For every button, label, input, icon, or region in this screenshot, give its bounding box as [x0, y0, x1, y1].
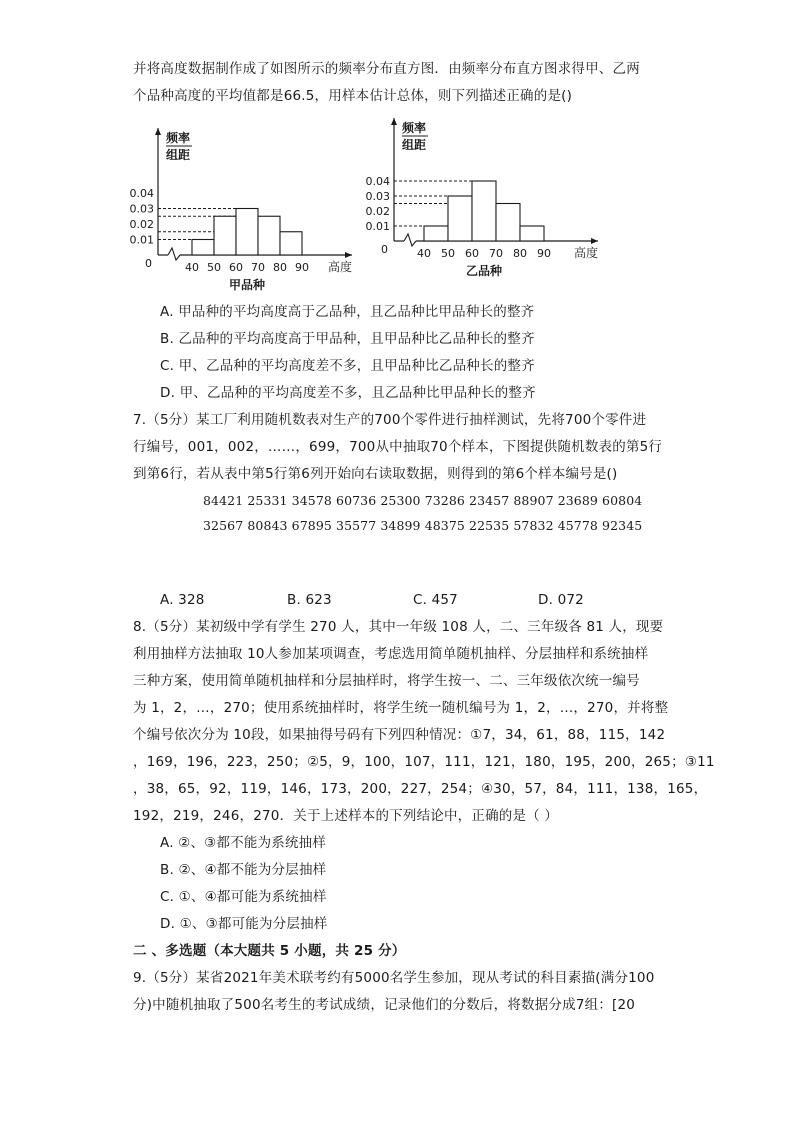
q7-stem-line-2: 行编号，001，002，……，699，700从中抽取70个样本，下图提供随机数表的第5行 [133, 439, 663, 455]
y-tick-label: 0.04 [365, 175, 390, 188]
y-axis-label-bottom: 组距 [402, 138, 427, 152]
q7-option-d: D. 072 [538, 592, 584, 608]
q6-stem-line-1: 并将高度数据制作成了如图所示的频率分布直方图．由频率分布直方图求得甲、乙两 [133, 61, 640, 77]
q8-stem-line-2: 利用抽样方法抽取 10人参加某项调查，考虑选用简单随机抽样、分层抽样和系统抽样 [133, 646, 649, 662]
q6-stem-line-2: 个品种高度的平均值都是66.5，用样本估计总体，则下列描述正确的是() [133, 88, 573, 104]
y-axis-label-top: 频率 [402, 121, 427, 135]
q7-option-c: C. 457 [413, 592, 458, 608]
x-tick-label: 40 [417, 247, 431, 260]
axis-break-icon [168, 248, 180, 260]
y-tick-label: 0.02 [365, 205, 390, 218]
q7-random-row-6: 32567 80843 67895 35577 34899 48375 22535 57832 45778 92345 [203, 518, 643, 533]
q8-stem-line-5: 个编号依次分为 10段，如果抽得号码有下列四种情况：①7，34，61，88，115，142 [133, 727, 666, 743]
x-tick-label: 50 [441, 247, 455, 260]
q8-option-a: A. ②、③都不能为系统抽样 [160, 835, 327, 851]
y-tick-label: 0.03 [365, 190, 390, 203]
x-tick-label: 90 [537, 247, 551, 260]
y-axis-label-bottom: 组距 [166, 148, 191, 162]
x-tick-label: 80 [273, 261, 287, 274]
histogram-bar [258, 216, 280, 255]
q6-option-b: B. 乙品种的平均高度高于甲品种，且甲品种比乙品种长的整齐 [160, 331, 535, 347]
histogram-bar [192, 240, 214, 256]
x-tick-label: 70 [251, 261, 265, 274]
x-axis-arrow-icon [591, 238, 598, 244]
q8-stem-line-7: ，38，65，92，119，146，173，200，227，254；④30，57，84，111，138，165， [133, 781, 708, 797]
section-heading-multiple-choice: 二 、多选题（本大题共 5 小题，共 25 分） [133, 943, 406, 959]
x-axis-arrow-icon [345, 252, 352, 258]
x-tick-label: 70 [489, 247, 503, 260]
q7-option-a: A. 328 [160, 592, 205, 608]
y-tick-label: 0.02 [130, 218, 154, 231]
x-tick-label: 80 [513, 247, 527, 260]
histogram-bar [236, 209, 258, 256]
x-tick-label: 60 [465, 247, 479, 260]
q8-stem-line-8: 192，219，246，270．关于上述样本的下列结论中，正确的是（ ） [133, 808, 559, 824]
y-tick-label: 0.01 [365, 220, 390, 233]
chart-title: 甲品种 [228, 278, 266, 292]
q7-random-row-5: 84421 25331 34578 60736 25300 73286 23457 88907 23689 60804 [203, 493, 643, 508]
origin-label: 0 [381, 243, 388, 256]
y-axis-label-top: 频率 [166, 131, 191, 145]
q6-option-d: D. 甲、乙品种的平均高度差不多，且乙品种比甲品种长的整齐 [160, 385, 536, 401]
chart-title: 乙品种 [465, 264, 503, 278]
q8-option-c: C. ①、④都可能为系统抽样 [160, 889, 327, 905]
q8-stem-line-4: 为 1，2，…，270；使用系统抽样时，将学生统一随机编号为 1，2，…，270，并将整 [133, 700, 669, 716]
histogram-bar [496, 204, 520, 242]
y-tick-label: 0.03 [130, 202, 154, 216]
histogram-jia [130, 118, 370, 298]
histogram-bar [424, 226, 448, 241]
q7-option-b: B. 623 [287, 592, 332, 608]
y-axis-arrow-icon [155, 128, 161, 135]
y-axis-arrow-icon [391, 118, 397, 125]
x-tick-label: 60 [229, 261, 243, 274]
q7-stem-line-1: 7.（5分）某工厂利用随机数表对生产的700个零件进行抽样测试，先将700个零件进 [133, 412, 647, 428]
q8-stem-line-6: ，169，196，223，250；②5，9，100，107，111，121，180，195，200，265；③11 [133, 754, 715, 770]
x-axis-label: 高度 [574, 246, 599, 260]
x-tick-label: 40 [185, 261, 199, 274]
axis-break-icon [404, 234, 416, 246]
histogram-yi [360, 112, 610, 298]
y-tick-label: 0.01 [130, 233, 154, 247]
y-tick-label: 0.04 [130, 187, 154, 200]
q8-option-d: D. ①、③都可能为分层抽样 [160, 916, 328, 932]
histogram-bar [520, 226, 544, 241]
q8-stem-line-1: 8.（5分）某初级中学有学生 270 人，其中一年级 108 人，二、三年级各 81 人，现要 [133, 619, 664, 635]
histogram-yi-bars [424, 181, 544, 241]
q9-stem-line-1: 9.（5分）某省2021年美术联考约有5000名学生参加，现从考试的科目素描(满分100 [133, 970, 655, 986]
histogram-bar [214, 216, 236, 255]
q8-stem-line-3: 三种方案，使用简单随机抽样和分层抽样时，将学生按一、二、三年级依次统一编号 [133, 673, 640, 689]
x-tick-label: 50 [207, 261, 221, 274]
histogram-bar [280, 232, 302, 255]
histogram-bar [472, 181, 496, 241]
q8-option-b: B. ②、④都不能为分层抽样 [160, 862, 327, 878]
histogram-bar [448, 196, 472, 241]
q6-option-c: C. 甲、乙品种的平均高度差不多，且甲品种比乙品种长的整齐 [160, 358, 535, 374]
x-axis-label: 高度 [328, 260, 353, 274]
q7-stem-line-3: 到第6行，若从表中第5行第6列开始向右读取数据，则得到的第6个样本编号是() [133, 466, 618, 482]
q6-option-a: A. 甲品种的平均高度高于乙品种，且乙品种比甲品种长的整齐 [160, 304, 535, 320]
q9-stem-line-2: 分)中随机抽取了500名考生的考试成绩，记录他们的分数后，将数据分成7组：[20 [133, 997, 636, 1013]
x-tick-label: 90 [295, 261, 309, 274]
origin-label: 0 [145, 257, 152, 270]
